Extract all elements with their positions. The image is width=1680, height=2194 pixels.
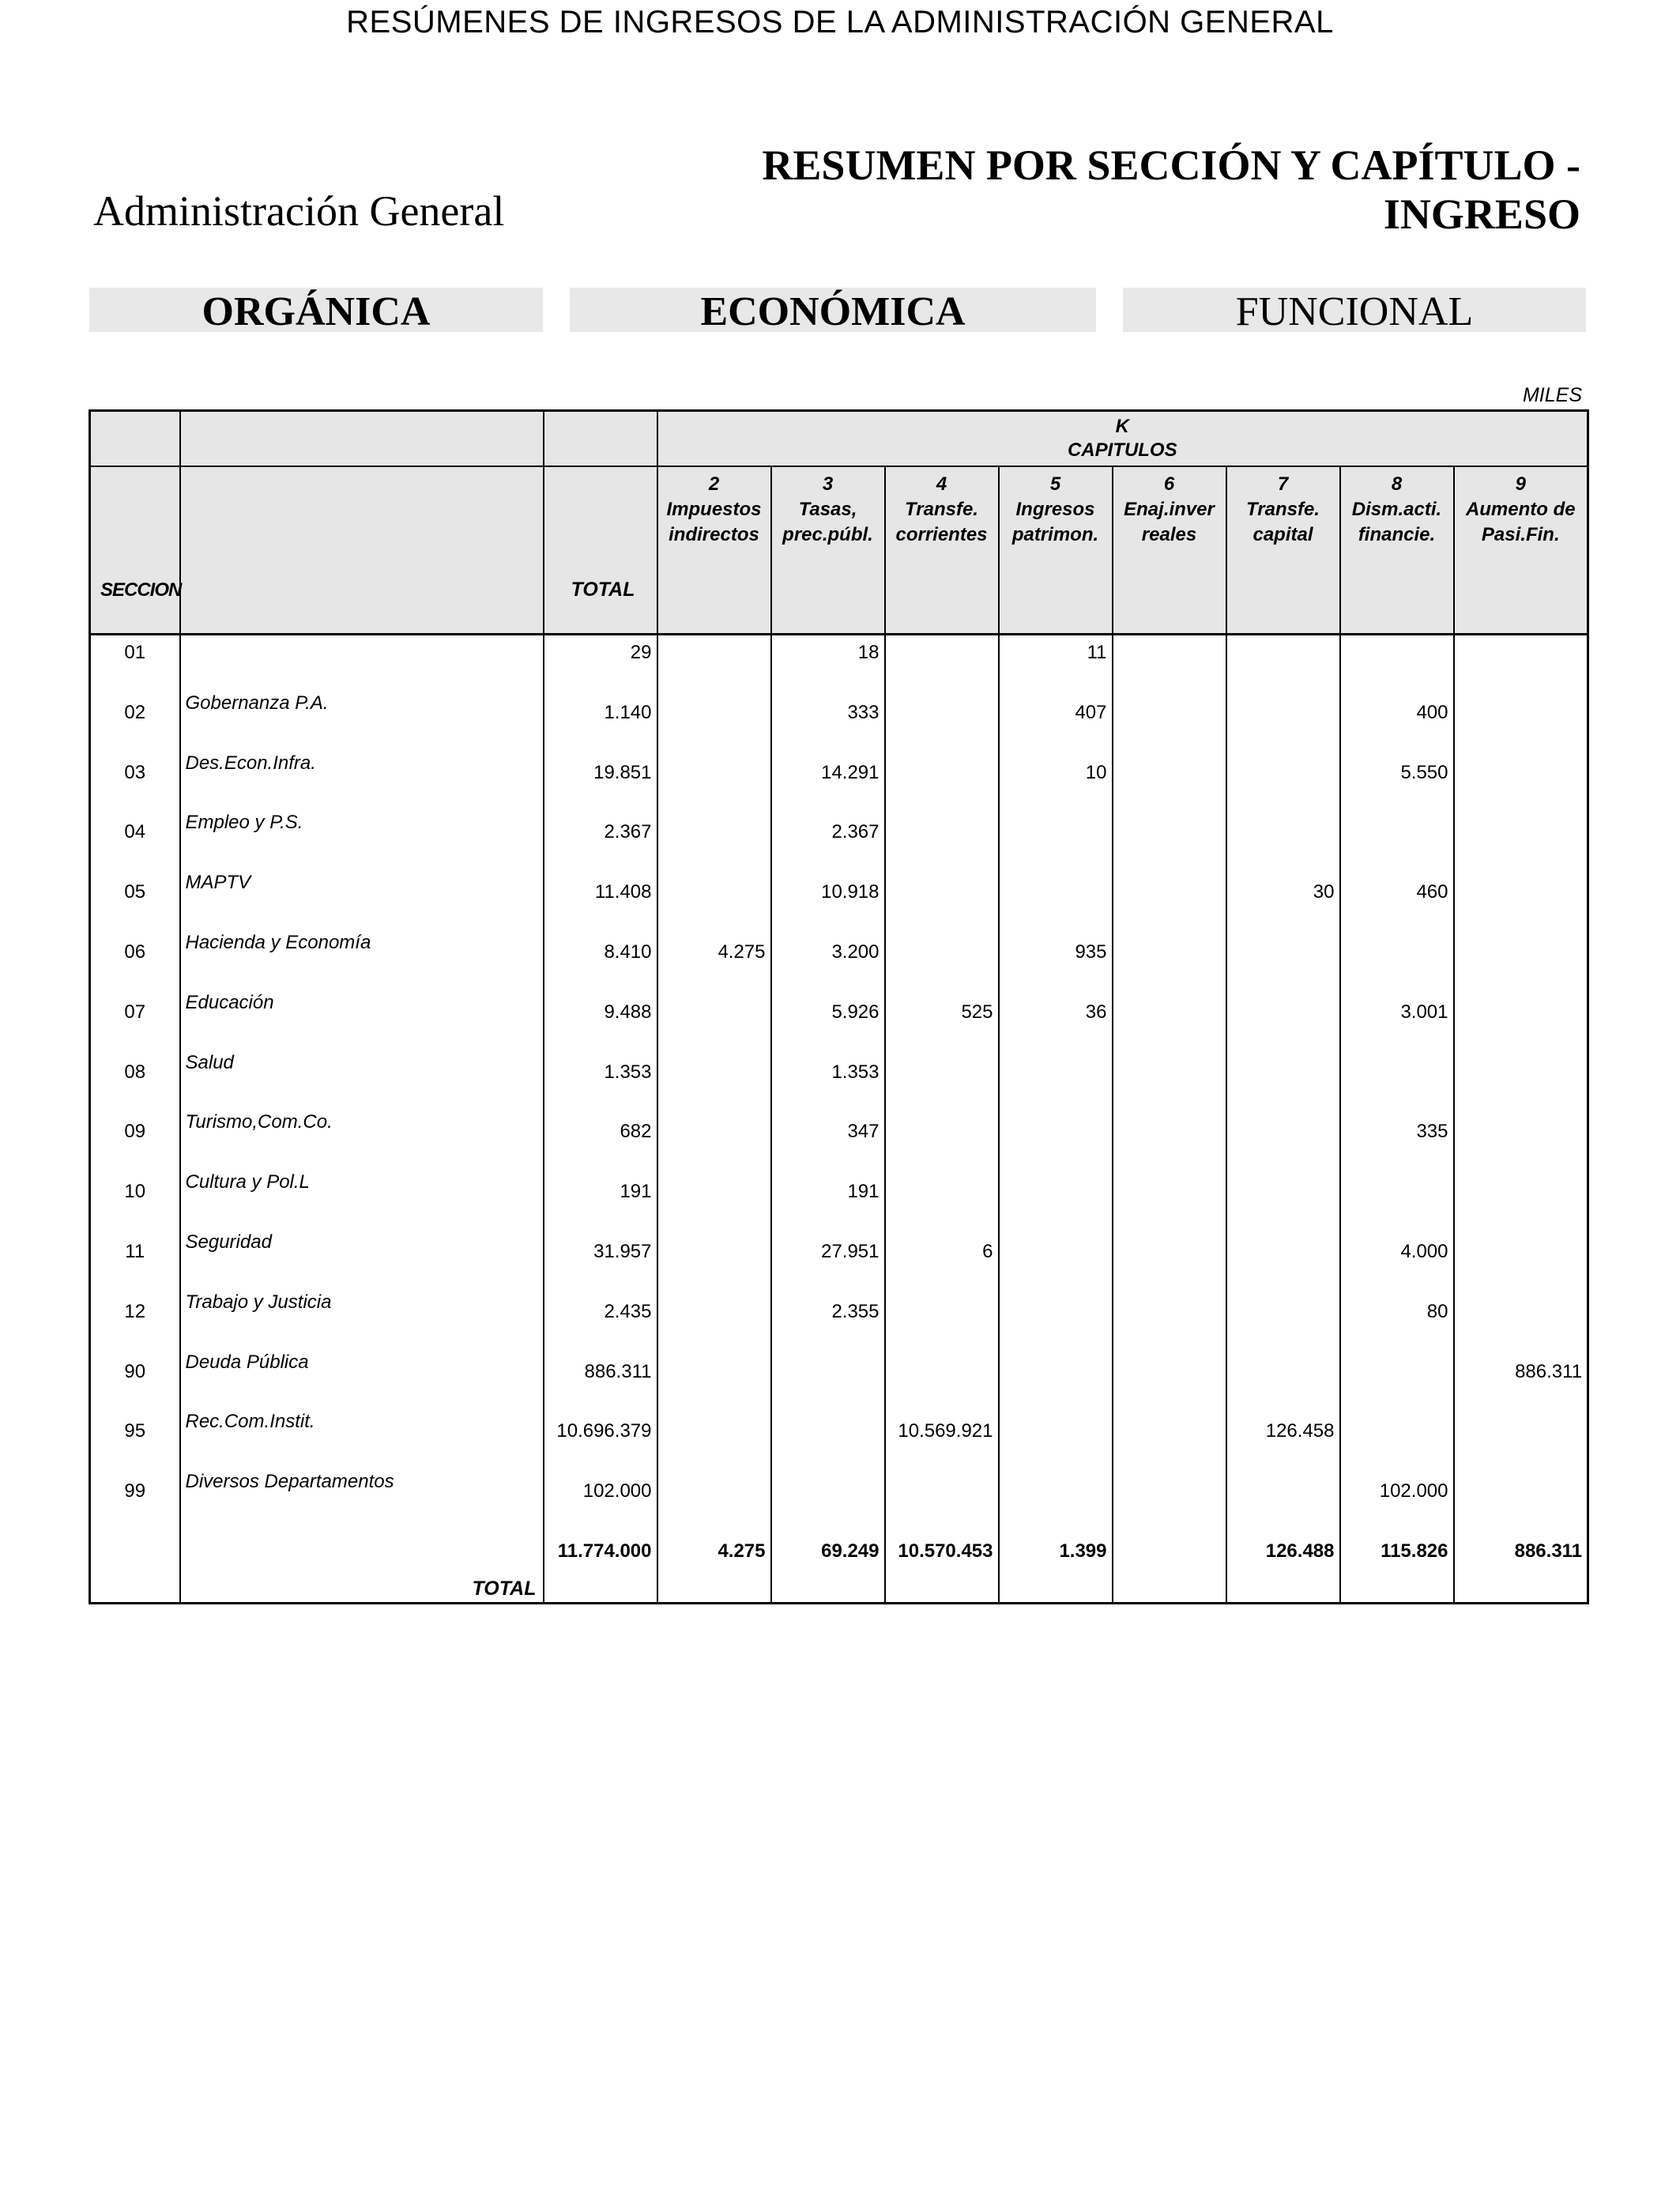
report-title [711,141,1580,239]
chapter-value [1454,756,1588,816]
chapter-value [1226,1174,1340,1235]
header-chapter-6 [1113,466,1226,635]
section-code: 04 [90,815,180,875]
chapter-num: 5 [1049,473,1061,495]
section-name: Hacienda y Economía [185,931,371,953]
table-row [90,756,1588,816]
chapter-value [1454,635,1588,696]
row-total: 19.851 [544,756,657,816]
chapter-value: 3.200 [771,935,885,995]
row-total: 10.696.379 [544,1414,657,1474]
section-name: Seguridad [185,1231,272,1253]
table-row [90,1474,1588,1534]
chapter-value: 10.918 [771,875,885,935]
row-total: 886.311 [544,1355,657,1415]
chapter-value [1226,756,1340,816]
section-name: Salud [185,1051,234,1073]
section-name-cell [180,812,544,875]
chapter-value [1454,1055,1588,1115]
chapter-value [1340,1055,1454,1115]
chapter-value [1113,1474,1226,1534]
chapter-value [1454,1295,1588,1355]
chapter-value [1113,696,1226,756]
chapter-value [999,1174,1113,1235]
section-code: 95 [90,1414,180,1474]
chapter-value: 5.550 [1340,756,1454,816]
chapter-value: 18 [771,635,885,696]
section-name: Des.Econ.Infra. [185,752,316,774]
section-name: Deuda Pública [185,1351,309,1373]
chapter-value [1113,1174,1226,1235]
chapter-value [1113,935,1226,995]
chapter-label: reales [1141,524,1197,545]
section-code: 10 [90,1174,180,1235]
chapter-label: Transfe. [905,499,978,520]
chapter-label: Tasas, [798,499,857,520]
chapter-value [1226,815,1340,875]
chapter-value [657,995,771,1055]
chapter-value: 126.458 [1226,1414,1340,1474]
chapter-value [885,1055,999,1115]
chapter-value [1113,1295,1226,1355]
row-total: 682 [544,1114,657,1174]
section-code: 11 [90,1235,180,1295]
chapter-value [1454,875,1588,935]
chapter-value [999,1114,1113,1174]
chapter-num: 7 [1277,473,1289,495]
chapter-num: 2 [708,473,720,495]
band-funcional: FUNCIONAL [1123,288,1586,332]
chapter-value [885,1114,999,1174]
section-name: Educación [185,991,274,1013]
chapter-value [1226,935,1340,995]
row-total: 1.140 [544,696,657,756]
chapter-total: 126.488 [1226,1534,1340,1604]
chapter-value [999,815,1113,875]
chapter-label: corrientes [895,524,988,545]
chapter-value [1454,1474,1588,1534]
chapter-value: 1.353 [771,1055,885,1115]
section-name: Cultura y Pol.L [185,1171,310,1193]
chapter-value: 4.000 [1340,1235,1454,1295]
section-name-cell [180,1351,544,1415]
chapter-value [885,696,999,756]
header-blank-total [544,411,657,467]
section-name: Gobernanza P.A. [185,692,329,714]
totals-blank [90,1534,180,1604]
chapter-value [1226,995,1340,1055]
chapter-value [1340,815,1454,875]
row-total: 102.000 [544,1474,657,1534]
chapter-value [1226,1474,1340,1534]
chapter-label: Ingresos [1015,499,1095,520]
section-name-cell [180,872,544,935]
section-name-cell [180,1231,544,1295]
chapter-value [1226,635,1340,696]
table-row [90,1055,1588,1115]
totals-label: TOTAL [180,1534,544,1604]
summary-table [89,409,1589,1604]
row-total: 191 [544,1174,657,1235]
header-chapter-2 [657,466,771,635]
chapter-value [999,1295,1113,1355]
entity-name: Administración General [93,187,505,235]
chapter-num: 9 [1515,473,1526,495]
chapter-label: capital [1252,524,1313,545]
chapter-value [999,1055,1113,1115]
chapter-value [657,815,771,875]
header-name [180,466,544,635]
chapter-value: 11 [999,635,1113,696]
section-name-cell [180,1111,544,1174]
chapter-value [999,1414,1113,1474]
chapter-value [999,1355,1113,1415]
header-capitulos [657,411,1588,467]
chapter-value: 191 [771,1174,885,1235]
chapter-value: 27.951 [771,1235,885,1295]
chapter-value [657,875,771,935]
chapter-label: Aumento de [1465,499,1576,520]
table-row [90,1235,1588,1295]
header-chapter-4 [885,466,999,635]
chapter-value: 10.569.921 [885,1414,999,1474]
section-name-cell [180,1411,544,1474]
chapter-value [657,1414,771,1474]
chapter-total: 1.399 [999,1534,1113,1604]
header-chapter-9 [1454,466,1588,635]
chapter-total: 10.570.453 [885,1534,999,1604]
chapter-value [885,1295,999,1355]
header-k: K [1115,416,1129,437]
chapter-value: 3.001 [1340,995,1454,1055]
chapter-value: 80 [1340,1295,1454,1355]
chapter-value [657,696,771,756]
row-total: 1.353 [544,1055,657,1115]
table-row [90,1355,1588,1415]
band-economica: ECONÓMICA [570,288,1096,332]
table-body [90,635,1588,1604]
grand-total: 11.774.000 [544,1534,657,1604]
chapter-value [657,635,771,696]
chapter-label: patrimon. [1011,524,1099,545]
chapter-value: 400 [1340,696,1454,756]
section-name-cell [180,1471,544,1534]
chapter-label: Transfe. [1246,499,1320,520]
chapter-value: 333 [771,696,885,756]
row-total: 31.957 [544,1235,657,1295]
chapter-num: 6 [1163,473,1175,495]
report-title-line2: INGRESO [1383,190,1580,238]
chapter-value: 30 [1226,875,1340,935]
table-row [90,875,1588,935]
chapter-value [1113,756,1226,816]
totals-row [90,1534,1588,1604]
chapter-value: 460 [1340,875,1454,935]
section-name-cell [180,1291,544,1355]
chapter-value [657,756,771,816]
section-code: 99 [90,1474,180,1534]
section-name: Rec.Com.Instit. [185,1411,315,1433]
section-code: 09 [90,1114,180,1174]
chapter-total: 115.826 [1340,1534,1454,1604]
chapter-value: 347 [771,1114,885,1174]
section-code: 06 [90,935,180,995]
chapter-total: 69.249 [771,1534,885,1604]
chapter-value: 36 [999,995,1113,1055]
chapter-value [885,1474,999,1534]
chapter-value [1113,1114,1226,1174]
chapter-value [1454,935,1588,995]
chapter-total [1113,1534,1226,1604]
section-name-cell [180,1171,544,1235]
chapter-value [1454,1235,1588,1295]
chapter-value: 102.000 [1340,1474,1454,1534]
chapter-value [999,1474,1113,1534]
header-blank-seccion [90,411,180,467]
section-name: Turismo,Com.Co. [185,1111,333,1133]
header-blank-name [180,411,544,467]
chapter-label: prec.públ. [782,524,873,545]
chapter-value [1226,1055,1340,1115]
chapter-value: 5.926 [771,995,885,1055]
chapter-value: 935 [999,935,1113,995]
section-code: 02 [90,696,180,756]
document-title: RESÚMENES DE INGRESOS DE LA ADMINISTRACIÓN GENERAL [346,5,1334,40]
section-code: 07 [90,995,180,1055]
chapter-value [1113,995,1226,1055]
chapter-value [1113,1055,1226,1115]
header-chapter-3 [771,466,885,635]
chapter-value [657,1295,771,1355]
chapter-value [1113,1355,1226,1415]
chapter-num: 3 [822,473,834,495]
section-code: 08 [90,1055,180,1115]
chapter-value: 2.355 [771,1295,885,1355]
table-row [90,1295,1588,1355]
table-row [90,1414,1588,1474]
section-name-cell [180,692,544,756]
chapter-total: 4.275 [657,1534,771,1604]
section-name-cell [180,931,544,995]
header-capitulos-label: CAPITULOS [1067,439,1177,461]
section-name: Trabajo y Justicia [185,1291,332,1313]
section-code: 03 [90,756,180,816]
chapter-value [657,1055,771,1115]
chapter-value [1113,815,1226,875]
chapter-value [771,1355,885,1415]
chapter-num: 8 [1391,473,1403,495]
chapter-num: 4 [936,473,947,495]
chapter-value [1113,1235,1226,1295]
section-name: Diversos Departamentos [185,1471,394,1493]
report-title-line1: RESUMEN POR SECCIÓN Y CAPÍTULO - [762,141,1580,189]
chapter-value [885,635,999,696]
table-row [90,1174,1588,1235]
chapter-value: 335 [1340,1114,1454,1174]
table-row [90,1114,1588,1174]
table-row [90,995,1588,1055]
chapter-value [885,935,999,995]
chapter-value: 14.291 [771,756,885,816]
row-total: 11.408 [544,875,657,935]
chapter-value [885,875,999,935]
chapter-value [1340,1355,1454,1415]
chapter-value [1113,1414,1226,1474]
chapter-value [1454,1174,1588,1235]
chapter-value [1226,1114,1340,1174]
section-code: 05 [90,875,180,935]
chapter-value [1454,815,1588,875]
chapter-label: Dism.acti. [1351,499,1442,520]
chapter-label: Enaj.inver [1124,499,1215,520]
table-row [90,635,1588,696]
chapter-value [1226,1355,1340,1415]
row-total: 29 [544,635,657,696]
chapter-value [999,875,1113,935]
chapter-value [657,1114,771,1174]
chapter-value: 10 [999,756,1113,816]
chapter-value [1340,935,1454,995]
table-row [90,696,1588,756]
table-header [90,411,1588,635]
chapter-value [657,1355,771,1415]
row-total: 8.410 [544,935,657,995]
section-code: 90 [90,1355,180,1415]
chapter-value [1113,875,1226,935]
chapter-value: 886.311 [1454,1355,1588,1415]
chapter-value [1226,1295,1340,1355]
chapter-label: indirectos [669,524,759,545]
chapter-value [885,1355,999,1415]
chapter-value [657,1235,771,1295]
chapter-label: financie. [1358,524,1436,545]
chapter-value [1226,1235,1340,1295]
chapter-value [1454,1114,1588,1174]
header-chapter-8 [1340,466,1454,635]
chapter-value [1454,1414,1588,1474]
chapter-value [771,1414,885,1474]
chapter-value [1340,635,1454,696]
chapter-label: Impuestos [666,499,762,520]
table-row [90,815,1588,875]
section-name-cell [180,752,544,816]
chapter-value [885,1174,999,1235]
row-total: 2.367 [544,815,657,875]
section-name-cell [180,635,544,696]
chapter-value: 6 [885,1235,999,1295]
chapter-value [1340,1174,1454,1235]
section-name-cell [180,1051,544,1115]
chapter-value: 525 [885,995,999,1055]
header-seccion: SECCION [90,466,180,635]
row-total: 2.435 [544,1295,657,1355]
chapter-label: Pasi.Fin. [1481,524,1560,545]
units-label: MILES [1522,384,1582,406]
chapter-value [885,815,999,875]
table-row [90,935,1588,995]
chapter-value [1340,1414,1454,1474]
chapter-value [657,1174,771,1235]
section-name-cell [180,991,544,1055]
chapter-value [999,1235,1113,1295]
chapter-value [1454,995,1588,1055]
chapter-value [657,1474,771,1534]
section-code: 01 [90,635,180,696]
band-organica: ORGÁNICA [89,288,543,332]
section-name: MAPTV [185,872,251,894]
chapter-value: 407 [999,696,1113,756]
section-name: Empleo y P.S. [185,812,303,834]
chapter-value: 4.275 [657,935,771,995]
chapter-value [771,1474,885,1534]
chapter-value: 2.367 [771,815,885,875]
header-chapter-7 [1226,466,1340,635]
chapter-value [885,756,999,816]
header-total: TOTAL [544,466,657,635]
chapter-value [1113,635,1226,696]
chapter-total: 886.311 [1454,1534,1588,1604]
chapter-value [1454,696,1588,756]
section-code: 12 [90,1295,180,1355]
header-chapter-5 [999,466,1113,635]
row-total: 9.488 [544,995,657,1055]
chapter-value [1226,696,1340,756]
